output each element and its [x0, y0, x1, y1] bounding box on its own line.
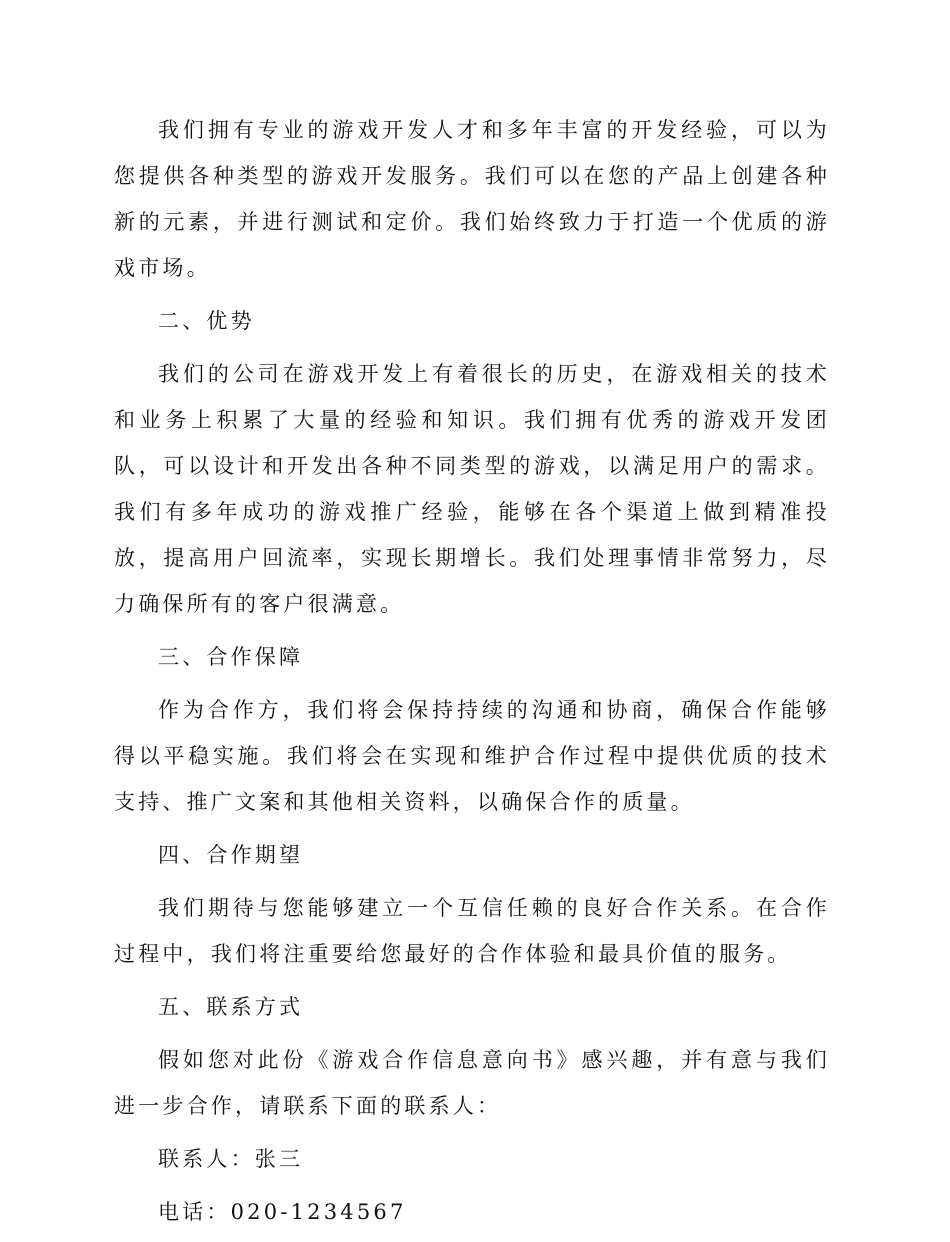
section-heading-cooperation-guarantee: 三、合作保障 — [158, 645, 304, 669]
contact-person: 联系人：张三 — [158, 1147, 304, 1171]
section-heading-advantages: 二、优势 — [158, 309, 255, 333]
section-heading-cooperation-expectation: 四、合作期望 — [158, 843, 304, 867]
section-body-cooperation-guarantee: 作为合作方，我们将会保持持续的沟通和协商，确保合作能够得以平稳实施。我们将会在实现和维护合作过程中提供优质的技术支持、推广文案和其他相关资料，以确保合作的质量。 — [114, 698, 830, 814]
section-heading-contact: 五、联系方式 — [158, 995, 304, 1019]
contact-phone: 电话：020-1234567 — [158, 1200, 407, 1224]
section-body-cooperation-expectation: 我们期待与您能够建立一个互信任赖的良好合作关系。在合作过程中，我们将注重要给您最好的合作体验和最具价值的服务。 — [114, 896, 830, 966]
intro-paragraph: 我们拥有专业的游戏开发人才和多年丰富的开发经验，可以为您提供各种类型的游戏开发服务。我们可以在您的产品上创建各种新的元素，并进行测试和定价。我们始终致力于打造一个优质的游戏市场。 — [114, 118, 830, 280]
section-body-contact: 假如您对此份《游戏合作信息意向书》感兴趣，并有意与我们进一步合作，请联系下面的联系人： — [114, 1048, 830, 1118]
document-body — [114, 107, 830, 1242]
section-body-advantages: 我们的公司在游戏开发上有着很长的历史，在游戏相关的技术和业务上积累了大量的经验和知识。我们拥有优秀的游戏开发团队，可以设计和开发出各种不同类型的游戏，以满足用户的需求。我们有多年成功的游戏推广经验，能够在各个渠道上做到精准投放，提高用户回流率，实现长期增长。我们处理事情非常努力，尽力确保所有的客户很满意。 — [114, 362, 830, 616]
